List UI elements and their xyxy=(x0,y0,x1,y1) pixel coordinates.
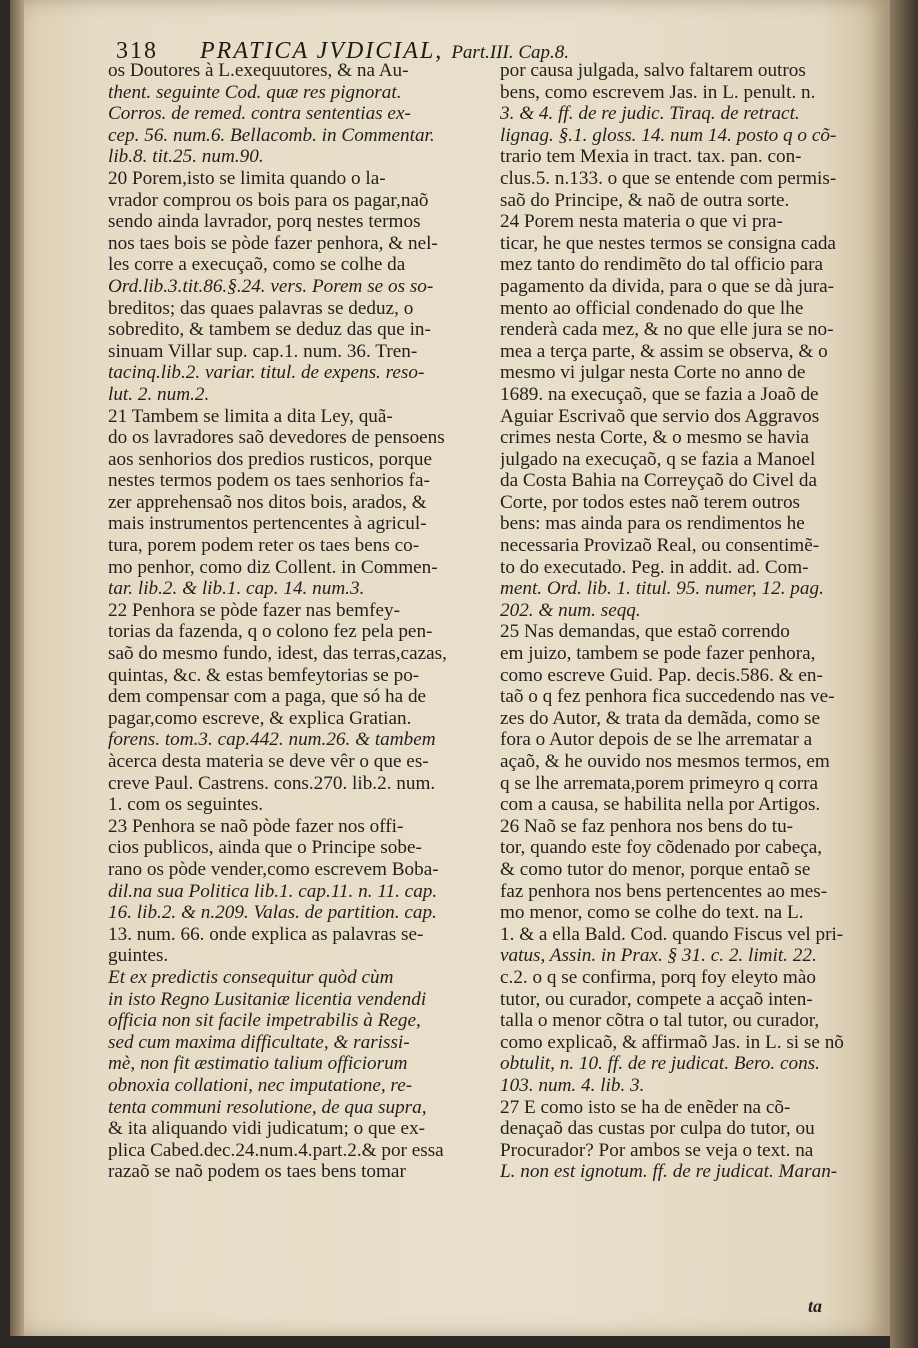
text-line: tutor, ou curador, compete a acçaõ inten- xyxy=(500,988,813,1010)
header-part: Part.III. Cap.8. xyxy=(451,42,569,63)
text-line: mea a terça parte, & assim se observa, & o xyxy=(500,340,828,362)
text-line: 22 Penhora se pòde fazer nas bemfey- xyxy=(108,599,400,621)
text-line: em juizo, tambem se pode fazer penhora, xyxy=(500,643,816,665)
text-line: talla o menor cõtra o tal tutor, ou curador, xyxy=(500,1010,820,1032)
text-line: 13. num. 66. onde explica as palavras se- xyxy=(108,923,424,945)
text-line: necessaria Provizaõ Real, ou consentimẽ- xyxy=(500,535,820,557)
text-line: & como tutor do menor, porque entaõ se xyxy=(500,858,811,880)
text-line: q se lhe arremata,porem primeyro q corra xyxy=(500,772,819,794)
text-line: 24 Porem nesta materia o que vi pra- xyxy=(500,211,783,233)
text-line: cios publicos, ainda que o Principe sobe- xyxy=(108,837,422,859)
text-line: mo menor, como se colhe do text. na L. xyxy=(500,902,804,924)
text-line: saõ do mesmo fundo, idest, das terras,cazas, xyxy=(108,643,447,665)
text-line: ment. Ord. lib. 1. titul. 95. numer, 12. pag. xyxy=(500,578,824,600)
text-line: & ita aliquando vidi judicatum; o que ex- xyxy=(108,1118,426,1140)
text-line: nos taes bois se pòde fazer penhora, & nel- xyxy=(108,232,438,254)
text-line: in isto Regno Lusitaniæ licentia vendendi xyxy=(108,988,427,1010)
text-line: creve Paul. Castrens. cons.270. lib.2. num. xyxy=(108,772,436,794)
text-line: les corre a execuçaõ, como se colhe da xyxy=(108,254,406,276)
text-line: dem compensar com a paga, que só ha de xyxy=(108,686,427,708)
text-line: renderà cada mez, & no que elle jura se no- xyxy=(500,319,834,341)
text-line: L. non est ignotum. ff. de re judicat. Maran- xyxy=(500,1161,838,1183)
text-line: Corte, por todos estes naõ terem outros xyxy=(500,491,801,513)
text-line: clus.5. n.133. o que se entende com permis- xyxy=(500,167,837,189)
text-line: da Costa Bahia na Correyçaõ do Civel da xyxy=(500,470,818,492)
text-line: 26 Naõ se faz penhora nos bens do tu- xyxy=(500,815,794,837)
text-line: officia non sit facile impetrabilis à Rege, xyxy=(108,1010,421,1032)
text-line: tura, porem podem reter os taes bens co- xyxy=(108,535,420,557)
text-line: os Doutores à L.exequutores, & na Au- xyxy=(108,60,409,81)
text-line: c.2. o q se confirma, porq foy eleyto mào xyxy=(500,966,816,988)
page-number: 318 xyxy=(116,38,158,64)
text-line: julgado na execuçaõ, q se fazia a Manoel xyxy=(500,448,816,470)
text-line: mento ao official condenado do que lhe xyxy=(500,297,804,319)
text-line: crimes nesta Corte, & o mesmo se havia xyxy=(500,427,810,449)
text-line: 3. & 4. ff. de re judic. Tiraq. de retract. xyxy=(500,103,800,125)
text-line: como explicaõ, & affirmaõ Jas. in L. si se nõ xyxy=(500,1031,844,1053)
text-line: sinuam Villar sup. cap.1. num. 36. Tren- xyxy=(108,340,418,362)
text-line: denaçaõ das custas por culpa do tutor, ou xyxy=(500,1118,815,1140)
text-line: 25 Nas demandas, que estaõ correndo xyxy=(500,621,790,643)
text-line: mesmo vi julgar nesta Corte no anno de xyxy=(500,362,806,384)
text-line: mè, non fit æstimatio talium officiorum xyxy=(108,1053,408,1075)
left-column xyxy=(108,60,468,1183)
text-line: com a causa, se habilita nella por Artigos. xyxy=(500,794,821,816)
right-column xyxy=(500,60,852,1183)
text-line: sendo ainda lavrador, porq nestes termos xyxy=(108,211,421,233)
text-line: to do executado. Peg. in addit. ad. Com- xyxy=(500,556,809,578)
text-line: 103. num. 4. lib. 3. xyxy=(500,1074,645,1096)
page-edge xyxy=(890,0,918,1348)
text-line: guintes. xyxy=(108,945,169,967)
text-line: 27 E como isto se ha de enẽder na cõ- xyxy=(500,1096,791,1118)
text-line: tenta communi resolutione, de qua supra, xyxy=(108,1096,427,1118)
text-line: vatus, Assin. in Prax. § 31. c. 2. limit. 22. xyxy=(500,945,817,967)
text-line: thent. seguinte Cod. quæ res pignorat. xyxy=(108,81,402,103)
text-line: Aguiar Escrivaõ que servio dos Aggravos xyxy=(500,405,820,427)
text-line: lut. 2. num.2. xyxy=(108,383,210,405)
text-line: como escreve Guid. Pap. decis.586. & en- xyxy=(500,664,823,686)
text-line: torias da fazenda, q o colono fez pela pen- xyxy=(108,621,433,643)
text-line: breditos; das quaes palavras se deduz, o xyxy=(108,297,414,319)
text-line: do os lavradores saõ devedores de pensoens xyxy=(108,427,445,449)
text-line: lignag. §.1. gloss. 14. num 14. posto q o cõ- xyxy=(500,124,837,146)
text-line: quintas, &c. & estas bemfeytorias se po- xyxy=(108,664,420,686)
text-line: cep. 56. num.6. Bellacomb. in Commentar. xyxy=(108,124,435,146)
text-line: lib.8. tit.25. num.90. xyxy=(108,146,264,168)
text-line: mez tanto do rendimẽto do tal officio para xyxy=(500,254,824,276)
text-line: 1. & a ella Bald. Cod. quando Fiscus vel pri- xyxy=(500,923,844,945)
text-line: obtulit, n. 10. ff. de re judicat. Bero. cons. xyxy=(500,1053,820,1075)
text-line: 1. com os seguintes. xyxy=(108,794,264,816)
text-line: tacinq.lib.2. variar. titul. de expens. reso- xyxy=(108,362,425,384)
text-line: fora o Autor depois de se lhe arrematar a xyxy=(500,729,813,751)
text-line: pagar,como escreve, & explica Gratian. xyxy=(108,707,412,729)
text-line: nestes termos podem os taes senhorios fa- xyxy=(108,470,430,492)
page-gutter xyxy=(10,0,24,1336)
text-line: faz penhora nos bens pertencentes ao mes- xyxy=(500,880,828,902)
text-line: razaõ se naõ podem os taes bens tomar xyxy=(108,1161,406,1183)
text-line: ticar, he que nestes termos se consigna cada xyxy=(500,232,836,254)
text-line: Corros. de remed. contra sententias ex- xyxy=(108,103,411,125)
text-line: trario tem Mexia in tract. tax. pan. con- xyxy=(500,146,802,168)
text-line: sed cum maxima difficultate, & rarissi- xyxy=(108,1031,410,1053)
text-line: Procurador? Por ambos se veja o text. na xyxy=(500,1139,814,1161)
text-line: bens, como escrevem Jas. in L. penult. n. xyxy=(500,81,816,103)
text-line: tor, quando este foy cõdenado por cabeça, xyxy=(500,837,823,859)
text-line: rano os pòde vender,como escrevem Boba- xyxy=(108,858,439,880)
text-line: dil.na sua Politica lib.1. cap.11. n. 11. cap. xyxy=(108,880,438,902)
text-line: àcerca desta materia se deve vêr o que es- xyxy=(108,751,429,772)
text-line: 16. lib.2. & n.209. Valas. de partition. cap. xyxy=(108,902,437,924)
catchword: ta xyxy=(808,1296,823,1316)
text-line: taõ o q fez penhora fica succedendo nas ve- xyxy=(500,686,835,708)
text-line: 23 Penhora se naõ pòde fazer nos offi- xyxy=(108,815,404,837)
text-line: por causa julgada, salvo faltarem outros xyxy=(500,60,806,81)
text-line: pagamento da divida, para o que se dà jura- xyxy=(500,275,835,297)
text-line: zer apprehensaõ nos ditos bois, arados, & xyxy=(108,491,427,513)
text-line: obnoxia collationi, nec imputatione, re- xyxy=(108,1074,413,1096)
text-line: Ord.lib.3.tit.86.§.24. vers. Porem se os so- xyxy=(108,275,434,297)
text-line: 1689. na execuçaõ, que se fazia a Joaõ de xyxy=(500,383,819,405)
text-line: bens: mas ainda para os rendimentos he xyxy=(500,513,805,535)
text-line: saõ do Principe, & naõ de outra sorte. xyxy=(500,189,790,211)
text-line: plica Cabed.dec.24.num.4.part.2.& por essa xyxy=(108,1139,444,1161)
text-line: mo penhor, como diz Collent. in Commen- xyxy=(108,556,438,578)
text-line: 20 Porem,isto se limita quando o la- xyxy=(108,167,386,189)
text-line: vrador comprou os bois para os pagar,naõ xyxy=(108,189,429,211)
text-line: açaõ, & he ouvido nos mesmos termos, em xyxy=(500,751,830,772)
text-line: forens. tom.3. cap.442. num.26. & tambem xyxy=(108,729,436,751)
text-line: aos senhorios dos predios rusticos, porque xyxy=(108,448,433,470)
text-line: mais instrumentos pertencentes à agricul- xyxy=(108,513,427,535)
text-line: tar. lib.2. & lib.1. cap. 14. num.3. xyxy=(108,578,365,600)
text-line: sobredito, & tambem se deduz das que in- xyxy=(108,319,431,341)
text-line: 202. & num. seqq. xyxy=(500,599,641,621)
text-line: zes do Autor, & trata da demãda, como se xyxy=(500,707,820,729)
text-line: Et ex predictis consequitur quòd cùm xyxy=(108,966,394,988)
text-line: 21 Tambem se limita a dita Ley, quã- xyxy=(108,405,393,427)
header-title: PRATICA JVDICIAL, xyxy=(200,38,444,64)
